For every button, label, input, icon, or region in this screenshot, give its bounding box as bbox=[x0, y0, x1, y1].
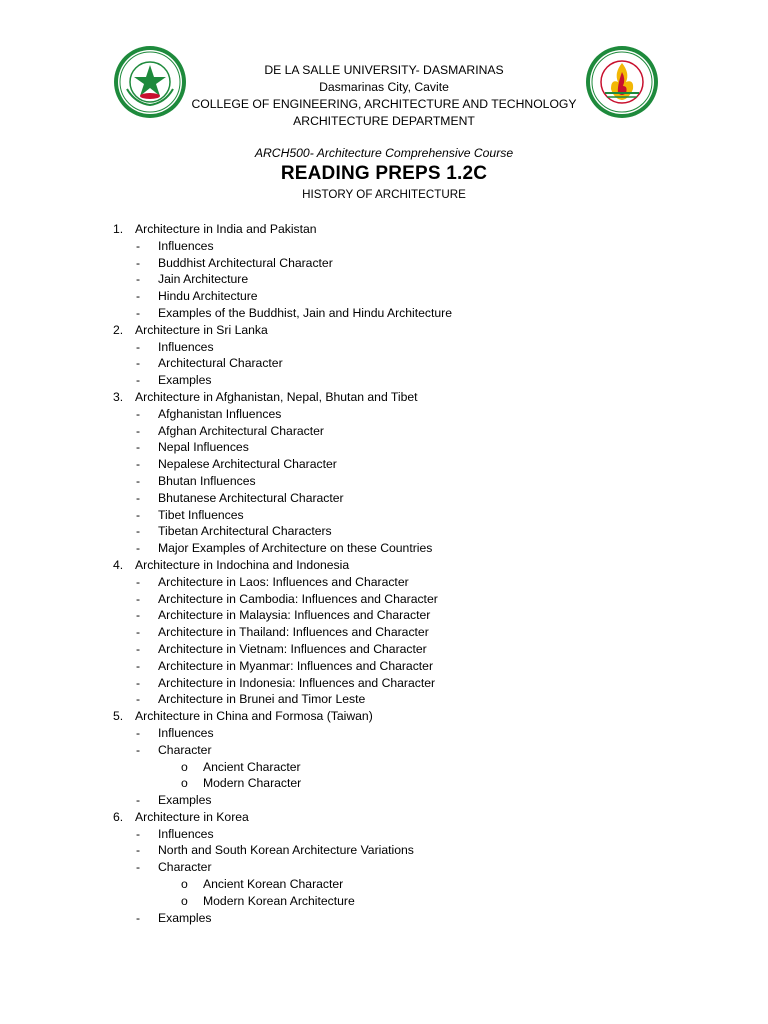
dash-bullet: - bbox=[136, 826, 141, 841]
dash-bullet: - bbox=[136, 255, 141, 270]
outline-subtopic bbox=[0, 540, 768, 557]
topic-number: 5. bbox=[113, 709, 124, 724]
outline-subtopic bbox=[0, 691, 768, 708]
dash-bullet: - bbox=[136, 423, 141, 438]
subsubtopic-text: Ancient Character bbox=[203, 759, 301, 774]
outline-subtopic bbox=[0, 473, 768, 490]
dash-bullet: - bbox=[136, 574, 141, 589]
document-header bbox=[150, 62, 618, 130]
circle-bullet: o bbox=[181, 893, 188, 908]
outline-subtopic bbox=[0, 523, 768, 540]
subtopic-text: Architecture in Indonesia: Influences and Character bbox=[158, 675, 436, 690]
subtopic-text: Architecture in Vietnam: Influences and Character bbox=[158, 641, 427, 656]
topic-title: Architecture in India and Pakistan bbox=[135, 222, 317, 236]
outline-topic bbox=[0, 322, 768, 339]
subtopic-text: Influences bbox=[158, 826, 214, 841]
outline-topic bbox=[0, 389, 768, 406]
topic-outline bbox=[0, 221, 768, 926]
subsubtopic-text: Ancient Korean Character bbox=[203, 877, 344, 892]
college-name: COLLEGE OF ENGINEERING, ARCHITECTURE AND TECHNOLOGY bbox=[191, 97, 577, 111]
subtopic-text: Hindu Architecture bbox=[158, 289, 258, 304]
circle-bullet: o bbox=[181, 877, 188, 892]
outline-subtopic bbox=[0, 859, 768, 876]
subtopic-text: Examples of the Buddhist, Jain and Hindu Architecture bbox=[158, 305, 453, 320]
dash-bullet: - bbox=[136, 910, 141, 925]
outline-subtopic bbox=[0, 725, 768, 742]
topic-number: 6. bbox=[113, 809, 124, 824]
outline-subtopic bbox=[0, 355, 768, 372]
dash-bullet: - bbox=[136, 860, 141, 875]
dash-bullet: - bbox=[136, 591, 141, 606]
dash-bullet: - bbox=[136, 692, 141, 707]
subtopic-text: Nepalese Architectural Character bbox=[158, 457, 337, 472]
topic-number: 1. bbox=[113, 222, 124, 236]
outline-subtopic bbox=[0, 439, 768, 456]
page-title: READING PREPS 1.2C bbox=[280, 163, 488, 184]
outline-subtopic bbox=[0, 792, 768, 809]
dash-bullet: - bbox=[136, 272, 141, 287]
outline-subtopic bbox=[0, 288, 768, 305]
subtopic-text: Architecture in Malaysia: Influences and Character bbox=[158, 608, 431, 623]
outline-topic bbox=[0, 221, 768, 238]
outline-subsubtopic bbox=[0, 775, 768, 792]
subtopic-text: Examples bbox=[158, 793, 212, 808]
outline-subtopic bbox=[0, 742, 768, 759]
outline-subtopic bbox=[0, 490, 768, 507]
subtopic-text: Influences bbox=[158, 339, 214, 354]
outline-subtopic bbox=[0, 255, 768, 272]
dash-bullet: - bbox=[136, 356, 141, 371]
outline-topic bbox=[0, 708, 768, 725]
dash-bullet: - bbox=[136, 641, 141, 656]
dash-bullet: - bbox=[136, 339, 141, 354]
dash-bullet: - bbox=[136, 473, 141, 488]
dash-bullet: - bbox=[136, 440, 141, 455]
subtopic-text: Architecture in Myanmar: Influences and Character bbox=[158, 658, 434, 673]
topic-title: Architecture in Afghanistan, Nepal, Bhutan and Tibet bbox=[135, 389, 418, 404]
subtopic-text: Afghan Architectural Character bbox=[158, 423, 324, 438]
outline-subtopic bbox=[0, 339, 768, 356]
subtopic-text: North and South Korean Architecture Variations bbox=[158, 843, 414, 858]
dash-bullet: - bbox=[136, 457, 141, 472]
topic-number: 2. bbox=[113, 322, 124, 337]
topic-title: Architecture in Sri Lanka bbox=[135, 322, 268, 337]
outline-subtopic bbox=[0, 507, 768, 524]
subtopic-text: Buddhist Architectural Character bbox=[158, 255, 333, 270]
outline-subtopic bbox=[0, 372, 768, 389]
subtopic-text: Bhutan Influences bbox=[158, 473, 256, 488]
subtopic-text: Architecture in Cambodia: Influences and Character bbox=[158, 591, 438, 606]
dash-bullet: - bbox=[136, 843, 141, 858]
department-name: ARCHITECTURE DEPARTMENT bbox=[293, 114, 475, 128]
topic-number: 3. bbox=[113, 389, 124, 404]
subtopic-text: Tibetan Architectural Characters bbox=[158, 524, 332, 539]
outline-subtopic bbox=[0, 842, 768, 859]
dash-bullet: - bbox=[136, 625, 141, 640]
subtopic-text: Nepal Influences bbox=[158, 440, 249, 455]
subtopic-text: Examples bbox=[158, 373, 212, 388]
topic-title: Architecture in Korea bbox=[135, 809, 249, 824]
outline-subtopic bbox=[0, 238, 768, 255]
dash-bullet: - bbox=[136, 541, 141, 556]
dash-bullet: - bbox=[136, 742, 141, 757]
course-name: ARCH500- Architecture Comprehensive Course bbox=[254, 146, 514, 160]
topic-title: Architecture in Indochina and Indonesia bbox=[135, 557, 350, 572]
dash-bullet: - bbox=[136, 406, 141, 421]
subtopic-text: Influences bbox=[158, 238, 214, 253]
dash-bullet: - bbox=[136, 658, 141, 673]
circle-bullet: o bbox=[181, 776, 188, 791]
outline-subsubtopic bbox=[0, 759, 768, 776]
outline-subtopic bbox=[0, 826, 768, 843]
subtopic-text: Examples bbox=[158, 910, 212, 925]
outline-subtopic bbox=[0, 675, 768, 692]
outline-subtopic bbox=[0, 658, 768, 675]
outline-subtopic bbox=[0, 574, 768, 591]
subtopic-text: Architecture in Laos: Influences and Character bbox=[158, 574, 409, 589]
university-name: DE LA SALLE UNIVERSITY- DASMARINAS bbox=[264, 63, 504, 77]
outline-subtopic bbox=[0, 910, 768, 927]
dash-bullet: - bbox=[136, 490, 141, 505]
dash-bullet: - bbox=[136, 289, 141, 304]
subsubtopic-text: Modern Korean Architecture bbox=[203, 893, 355, 908]
subsubtopic-text: Modern Character bbox=[203, 776, 302, 791]
outline-subtopic bbox=[0, 641, 768, 658]
outline-subtopic bbox=[0, 607, 768, 624]
circle-bullet: o bbox=[181, 759, 188, 774]
outline-topic bbox=[0, 557, 768, 574]
dash-bullet: - bbox=[136, 373, 141, 388]
subtopic-text: Architecture in Brunei and Timor Leste bbox=[158, 692, 366, 707]
outline-subtopic bbox=[0, 456, 768, 473]
page-subtitle: HISTORY OF ARCHITECTURE bbox=[302, 188, 466, 201]
outline-subtopic bbox=[0, 406, 768, 423]
dash-bullet: - bbox=[136, 238, 141, 253]
outline-subtopic bbox=[0, 305, 768, 322]
subtopic-text: Character bbox=[158, 860, 212, 875]
subtopic-text: Architectural Character bbox=[158, 356, 283, 371]
dash-bullet: - bbox=[136, 793, 141, 808]
subtopic-text: Tibet Influences bbox=[158, 507, 244, 522]
subtopic-text: Afghanistan Influences bbox=[158, 406, 282, 421]
dash-bullet: - bbox=[136, 507, 141, 522]
outline-topic bbox=[0, 809, 768, 826]
dash-bullet: - bbox=[136, 675, 141, 690]
subtopic-text: Character bbox=[158, 742, 212, 757]
dash-bullet: - bbox=[136, 305, 141, 320]
outline-subtopic bbox=[0, 624, 768, 641]
university-location: Dasmarinas City, Cavite bbox=[319, 80, 449, 94]
outline-subtopic bbox=[0, 591, 768, 608]
subtopic-text: Influences bbox=[158, 725, 214, 740]
subtopic-text: Architecture in Thailand: Influences and Character bbox=[158, 625, 429, 640]
outline-subtopic bbox=[0, 271, 768, 288]
outline-subtopic bbox=[0, 423, 768, 440]
topic-title: Architecture in China and Formosa (Taiwan) bbox=[135, 709, 373, 724]
outline-subsubtopic bbox=[0, 893, 768, 910]
topic-number: 4. bbox=[113, 557, 124, 572]
subtopic-text: Jain Architecture bbox=[158, 272, 249, 287]
subtopic-text: Bhutanese Architectural Character bbox=[158, 490, 344, 505]
dash-bullet: - bbox=[136, 725, 141, 740]
outline-subsubtopic bbox=[0, 876, 768, 893]
dash-bullet: - bbox=[136, 608, 141, 623]
dash-bullet: - bbox=[136, 524, 141, 539]
subtopic-text: Major Examples of Architecture on these Countries bbox=[158, 541, 433, 556]
